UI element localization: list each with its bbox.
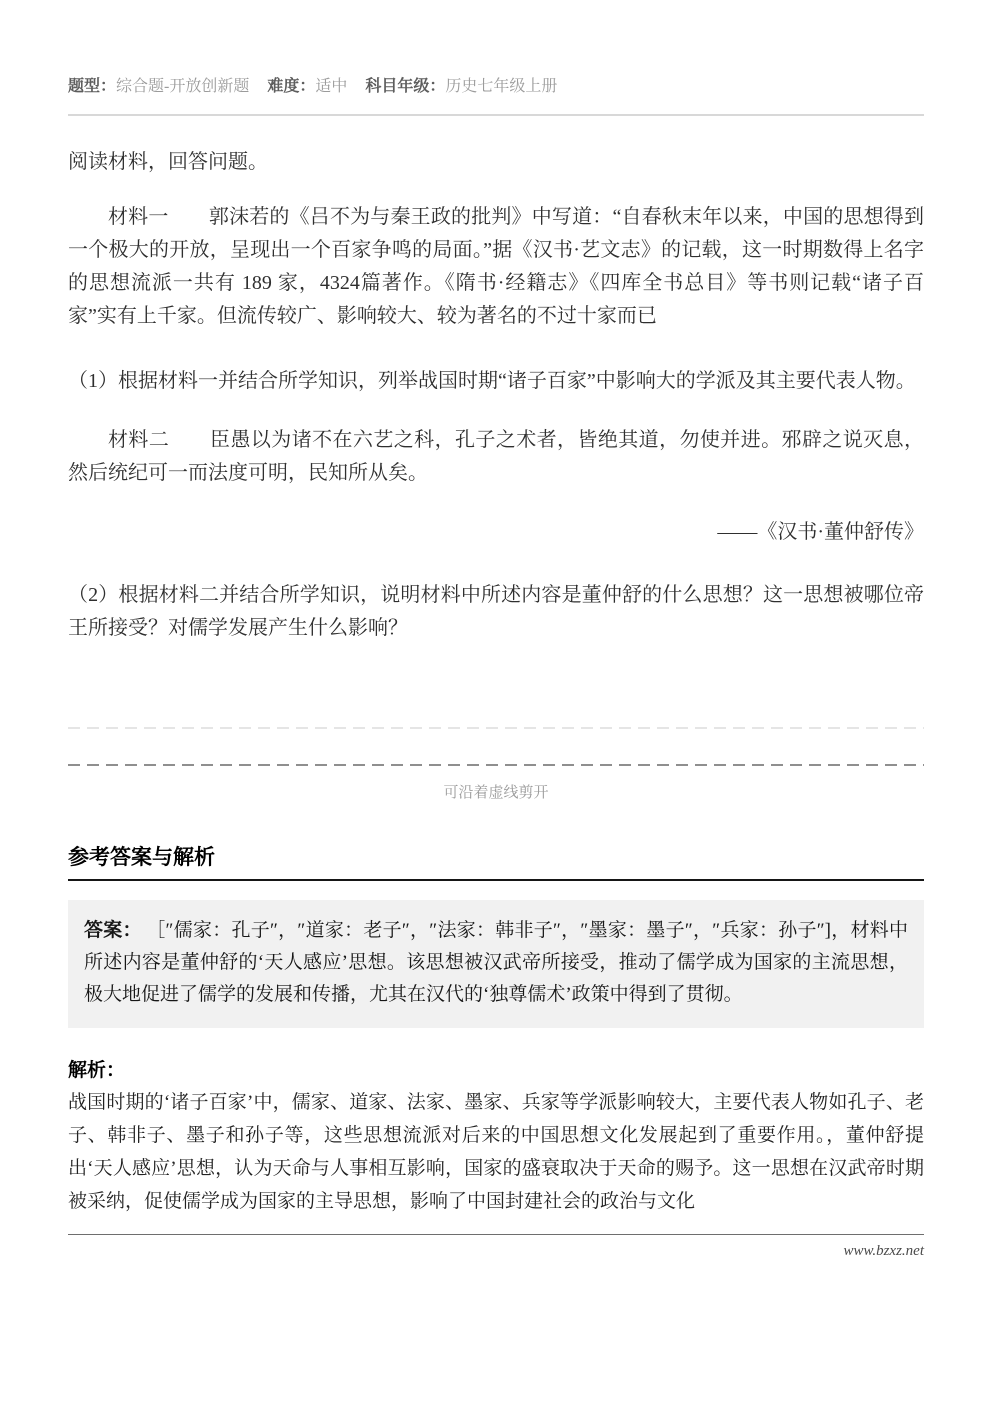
material-two-paragraph: 材料二 臣愚以为诸不在六艺之科，孔子之术者，皆绝其道，勿使并进。邪辟之说灭息，然后统纪可一而法度可明，民知所从矣。 [68,429,924,484]
sub-question-1: （1）根据材料一并结合所学知识，列举战国时期“诸子百家”中影响大的学派及其主要代表人物。 [68,370,916,392]
cut-dashed-line-light [68,727,924,729]
answer-section-heading: 参考答案与解析 [68,846,215,869]
footer-divider [68,1234,924,1235]
subject-grade-value: 历史七年级上册 [445,78,558,95]
analysis-text: 战国时期的‘诸子百家’中，儒家、道家、法家、墨家、兵家等学派影响较大，主要代表人物如孔子、老子、韩非子、墨子和孙子等，这些思想流派对后来的中国思想文化发展起到了重要作用。，董仲舒提出‘天人感应’思想，认为天命与人事相互影响，国家的盛衰取决于天命的赐予。这一思想在汉武帝时期被采纳，促使儒学成为国家的主导思想，影响了中国封建社会的政治与文化 [68,1092,924,1212]
answer-box [68,900,924,1028]
sub-question-2: （2）根据材料二并结合所学知识，说明材料中所述内容是董仲舒的什么思想？这一思想被哪位帝王所接受？对儒学发展产生什么影响？ [68,584,924,639]
material-one-paragraph: 材料一 郭沫若的《吕不为与秦王政的批判》中写道：“自春秋末年以来，中国的思想得到一个极大的开放，呈现出一个百家争鸣的局面。”据《汉书·艺文志》的记载，这一时期数得上名字的思想流派一共有 189 家，4324篇著作。《隋书·经籍志》《四库全书总目》等书则记载“诸子百家”实有上千家。但流传较广、影响较大、较为著名的不过十家而已 [68,206,924,327]
analysis-label: 解析： [68,1060,126,1081]
cut-dashed-line-dark [68,764,924,766]
meta-subject-grade [365,78,557,95]
meta-difficulty [267,78,347,95]
meta-question-type [68,78,249,95]
material-two-source: ——《汉书·董仲舒传》 [717,521,924,543]
footer-site-url: www.bzxz.net [843,1243,924,1259]
question-intro: 阅读材料，回答问题。 [68,151,268,173]
difficulty-value: 适中 [315,78,348,95]
question-meta-bar [68,76,924,98]
header-divider [68,114,924,116]
question-type-label: 题型： [68,78,117,95]
question-type-value: 综合题-开放创新题 [116,78,250,95]
cut-along-line-hint: 可沿着虚线剪开 [443,785,549,801]
answer-label: 答案： [84,920,142,941]
answer-section-divider [68,879,924,881]
subject-grade-label: 科目年级： [365,78,446,95]
answer-text: ［″儒家：孔子″，″道家：老子″，″法家：韩非子″，″墨家：墨子″，″兵家：孙子″]，材料中所述内容是董仲舒的‘天人感应’思想。该思想被汉武帝所接受，推动了儒学成为国家的主流思想，极大地促进了儒学的发展和传播，尤其在汉代的‘独尊儒术’政策中得到了贯彻。 [84,920,908,1005]
difficulty-label: 难度： [267,78,316,95]
